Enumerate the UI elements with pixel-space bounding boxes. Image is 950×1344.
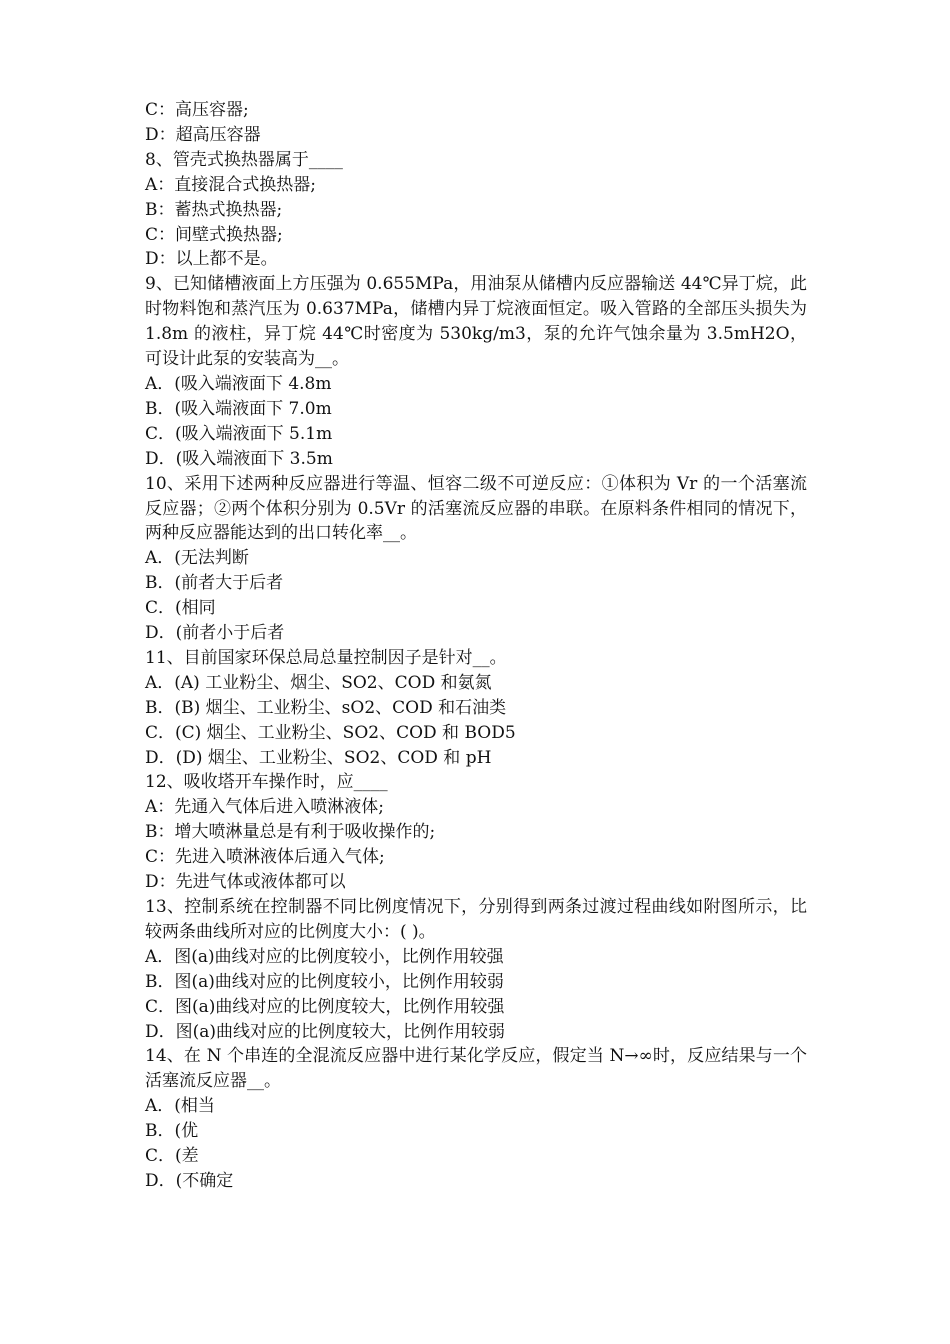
text-line: C：先进入喷淋液体后通入气体; — [145, 847, 385, 868]
text-line: C：高压容器; — [145, 100, 249, 120]
text-line: C．(C) 烟尘、工业粉尘、SO2、COD 和 BOD5 — [145, 722, 516, 743]
text-line: 12、吸收塔开车操作时，应____ — [145, 772, 388, 793]
text-line: A．(吸入端液面下 4.8m — [145, 373, 332, 394]
question-text: 10、采用下述两种反应器进行等温、恒容二级不可逆反应：①体积为 Vr 的一个活塞流反应器；②两个体积分别为 0.5Vr 的活塞流反应器的串联。在原料条件相同的情况下，两种反应器能达到的出口转化率__。 — [145, 473, 807, 544]
text-line: B．(B) 烟尘、工业粉尘、sO2、COD 和石油类 — [145, 697, 507, 718]
text-line: D．(吸入端液面下 3.5m — [145, 448, 333, 469]
text-line: A．图(a)曲线对应的比例度较小，比例作用较强 — [145, 946, 504, 967]
text-line: B．(前者大于后者 — [145, 573, 284, 594]
document-page — [145, 98, 807, 1194]
text-line: C：间壁式换热器; — [145, 224, 283, 245]
text-line: A：直接混合式换热器; — [145, 174, 317, 195]
text-line: B：增大喷淋量总是有利于吸收操作的; — [145, 822, 436, 843]
question-list — [145, 98, 807, 1194]
text-line: C．(差 — [145, 1146, 199, 1167]
text-line: D．(前者小于后者 — [145, 623, 285, 644]
question-text: 13、控制系统在控制器不同比例度情况下，分别得到两条过渡过程曲线如附图所示，比较两条曲线所对应的比例度大小：( )。 — [145, 897, 807, 942]
question-text: 14、在 N 个串连的全混流反应器中进行某化学反应，假定当 N→∞时，反应结果与一个活塞流反应器__。 — [145, 1046, 807, 1092]
text-line: A．(相当 — [145, 1096, 215, 1117]
text-line: B．(优 — [145, 1121, 199, 1142]
text-line: B．图(a)曲线对应的比例度较小，比例作用较弱 — [145, 971, 504, 992]
text-line: A．(A) 工业粉尘、烟尘、SO2、COD 和氨氮 — [145, 672, 492, 693]
question-text: 9、已知储槽液面上方压强为 0.655MPa，用油泵从储槽内反应器输送 44℃异丁烷，此时物料饱和蒸汽压为 0.637MPa，储槽内异丁烷液面恒定。吸入管路的全部压头损失为 1.8m 的液柱，异丁烷 44℃时密度为 530kg/m3，泵的允许气蚀余量为 3.5mH2O，可设计此泵的安装高为__。 — [145, 274, 807, 370]
text-line: A．(无法判断 — [145, 548, 249, 569]
text-line: D：超高压容器 — [145, 124, 261, 145]
text-line: 8、管壳式换热器属于____ — [145, 149, 343, 170]
text-line: C．(吸入端液面下 5.1m — [145, 423, 333, 444]
text-line: C．(相同 — [145, 598, 216, 619]
text-line: 11、目前国家环保总局总量控制因子是针对__。 — [145, 647, 507, 668]
text-line: D．(D) 烟尘、工业粉尘、SO2、COD 和 pH — [145, 747, 492, 768]
text-line: D：先进气体或液体都可以 — [145, 872, 346, 893]
text-line: B．(吸入端液面下 7.0m — [145, 398, 332, 419]
text-line: D：以上都不是。 — [145, 249, 278, 270]
text-line: B：蓄热式换热器; — [145, 199, 283, 220]
text-line: D．(不确定 — [145, 1170, 234, 1191]
text-line: D．图(a)曲线对应的比例度较大，比例作用较弱 — [145, 1021, 506, 1042]
text-line: A：先通入气体后进入喷淋液体; — [145, 797, 385, 818]
text-line: C．图(a)曲线对应的比例度较大，比例作用较强 — [145, 996, 505, 1017]
